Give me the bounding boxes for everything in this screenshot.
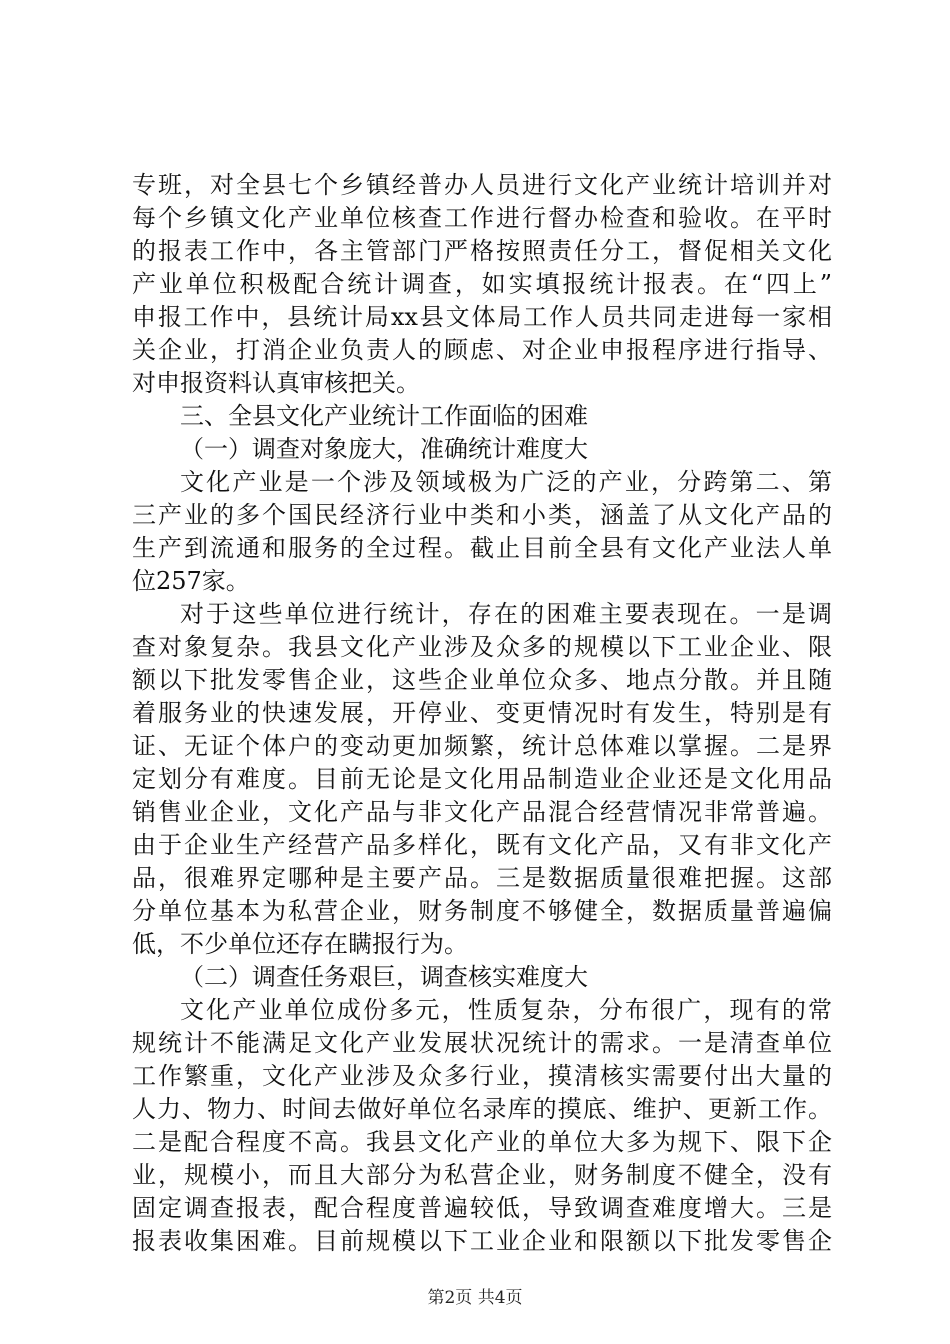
text-line: 工作繁重，文化产业涉及众多行业，摸清核实需要付出大量的 [132,1062,832,1090]
text-line: 固定调查报表，配合程度普遍较低，导致调查难度增大。三是 [132,1194,832,1222]
text-line: 人力、物力、时间去做好单位名录库的摸底、维护、更新工作。 [132,1095,832,1123]
text-line: 规统计不能满足文化产业发展状况统计的需求。一是清查单位 [132,1029,832,1057]
text-line: 对申报资料认真审核把关。 [132,369,420,397]
text-line: 由于企业生产经营产品多样化，既有文化产品，又有非文化产 [132,831,832,859]
subsection-heading: （一）调查对象庞大，准确统计难度大 [180,435,588,463]
text-line: 额以下批发零售企业，这些企业单位众多、地点分散。并且随 [132,666,832,694]
text-line: 着服务业的快速发展，开停业、变更情况时有发生，特别是有 [132,699,832,727]
text-line: 证、无证个体户的变动更加频繁，统计总体难以掌握。二是界 [132,732,832,760]
text-line: 每个乡镇文化产业单位核查工作进行督办检查和验收。在平时 [132,204,832,232]
text-line: 销售业企业，文化产品与非文化产品混合经营情况非常普遍。 [132,798,832,826]
text-line: 低，不少单位还存在瞒报行为。 [132,930,468,958]
text-line: 文化产业是一个涉及领域极为广泛的产业，分跨第二、第 [180,468,832,496]
text-line: 位257家。 [132,567,250,595]
text-line: 分单位基本为私营企业，财务制度不够健全，数据质量普遍偏 [132,897,832,925]
text-line: 二是配合程度不高。我县文化产业的单位大多为规下、限下企 [132,1128,832,1156]
text-line: 三产业的多个国民经济行业中类和小类，涵盖了从文化产品的 [132,501,832,529]
text-line: 查对象复杂。我县文化产业涉及众多的规模以下工业企业、限 [132,633,832,661]
text-line: 申报工作中，县统计局xx县文体局工作人员共同走进每一家相 [132,303,832,331]
text-line: 品，很难界定哪种是主要产品。三是数据质量很难把握。这部 [132,864,832,892]
text-line: 的报表工作中，各主管部门严格按照责任分工，督促相关文化 [132,237,832,265]
subsection-heading: （二）调查任务艰巨，调查核实难度大 [180,963,588,991]
text-line: 定划分有难度。目前无论是文化用品制造业企业还是文化用品 [132,765,832,793]
text-line: 生产到流通和服务的全过程。截止目前全县有文化产业法人单 [132,534,832,562]
text-line: 对于这些单位进行统计，存在的困难主要表现在。一是调 [180,600,832,628]
text-line: 产业单位积极配合统计调查，如实填报统计报表。在“四上” [132,270,832,298]
text-line: 报表收集困难。目前规模以下工业企业和限额以下批发零售企 [132,1227,832,1255]
text-line: 业，规模小，而且大部分为私营企业，财务制度不健全，没有 [132,1161,832,1189]
text-line: 关企业，打消企业负责人的顾虑、对企业申报程序进行指导、 [132,336,832,364]
page-footer: 第2页 共4页 [427,1288,523,1308]
section-heading: 三、全县文化产业统计工作面临的困难 [180,402,588,430]
text-line: 文化产业单位成份多元，性质复杂，分布很广，现有的常 [180,996,832,1024]
text-line: 专班，对全县七个乡镇经普办人员进行文化产业统计培训并对 [132,171,832,199]
